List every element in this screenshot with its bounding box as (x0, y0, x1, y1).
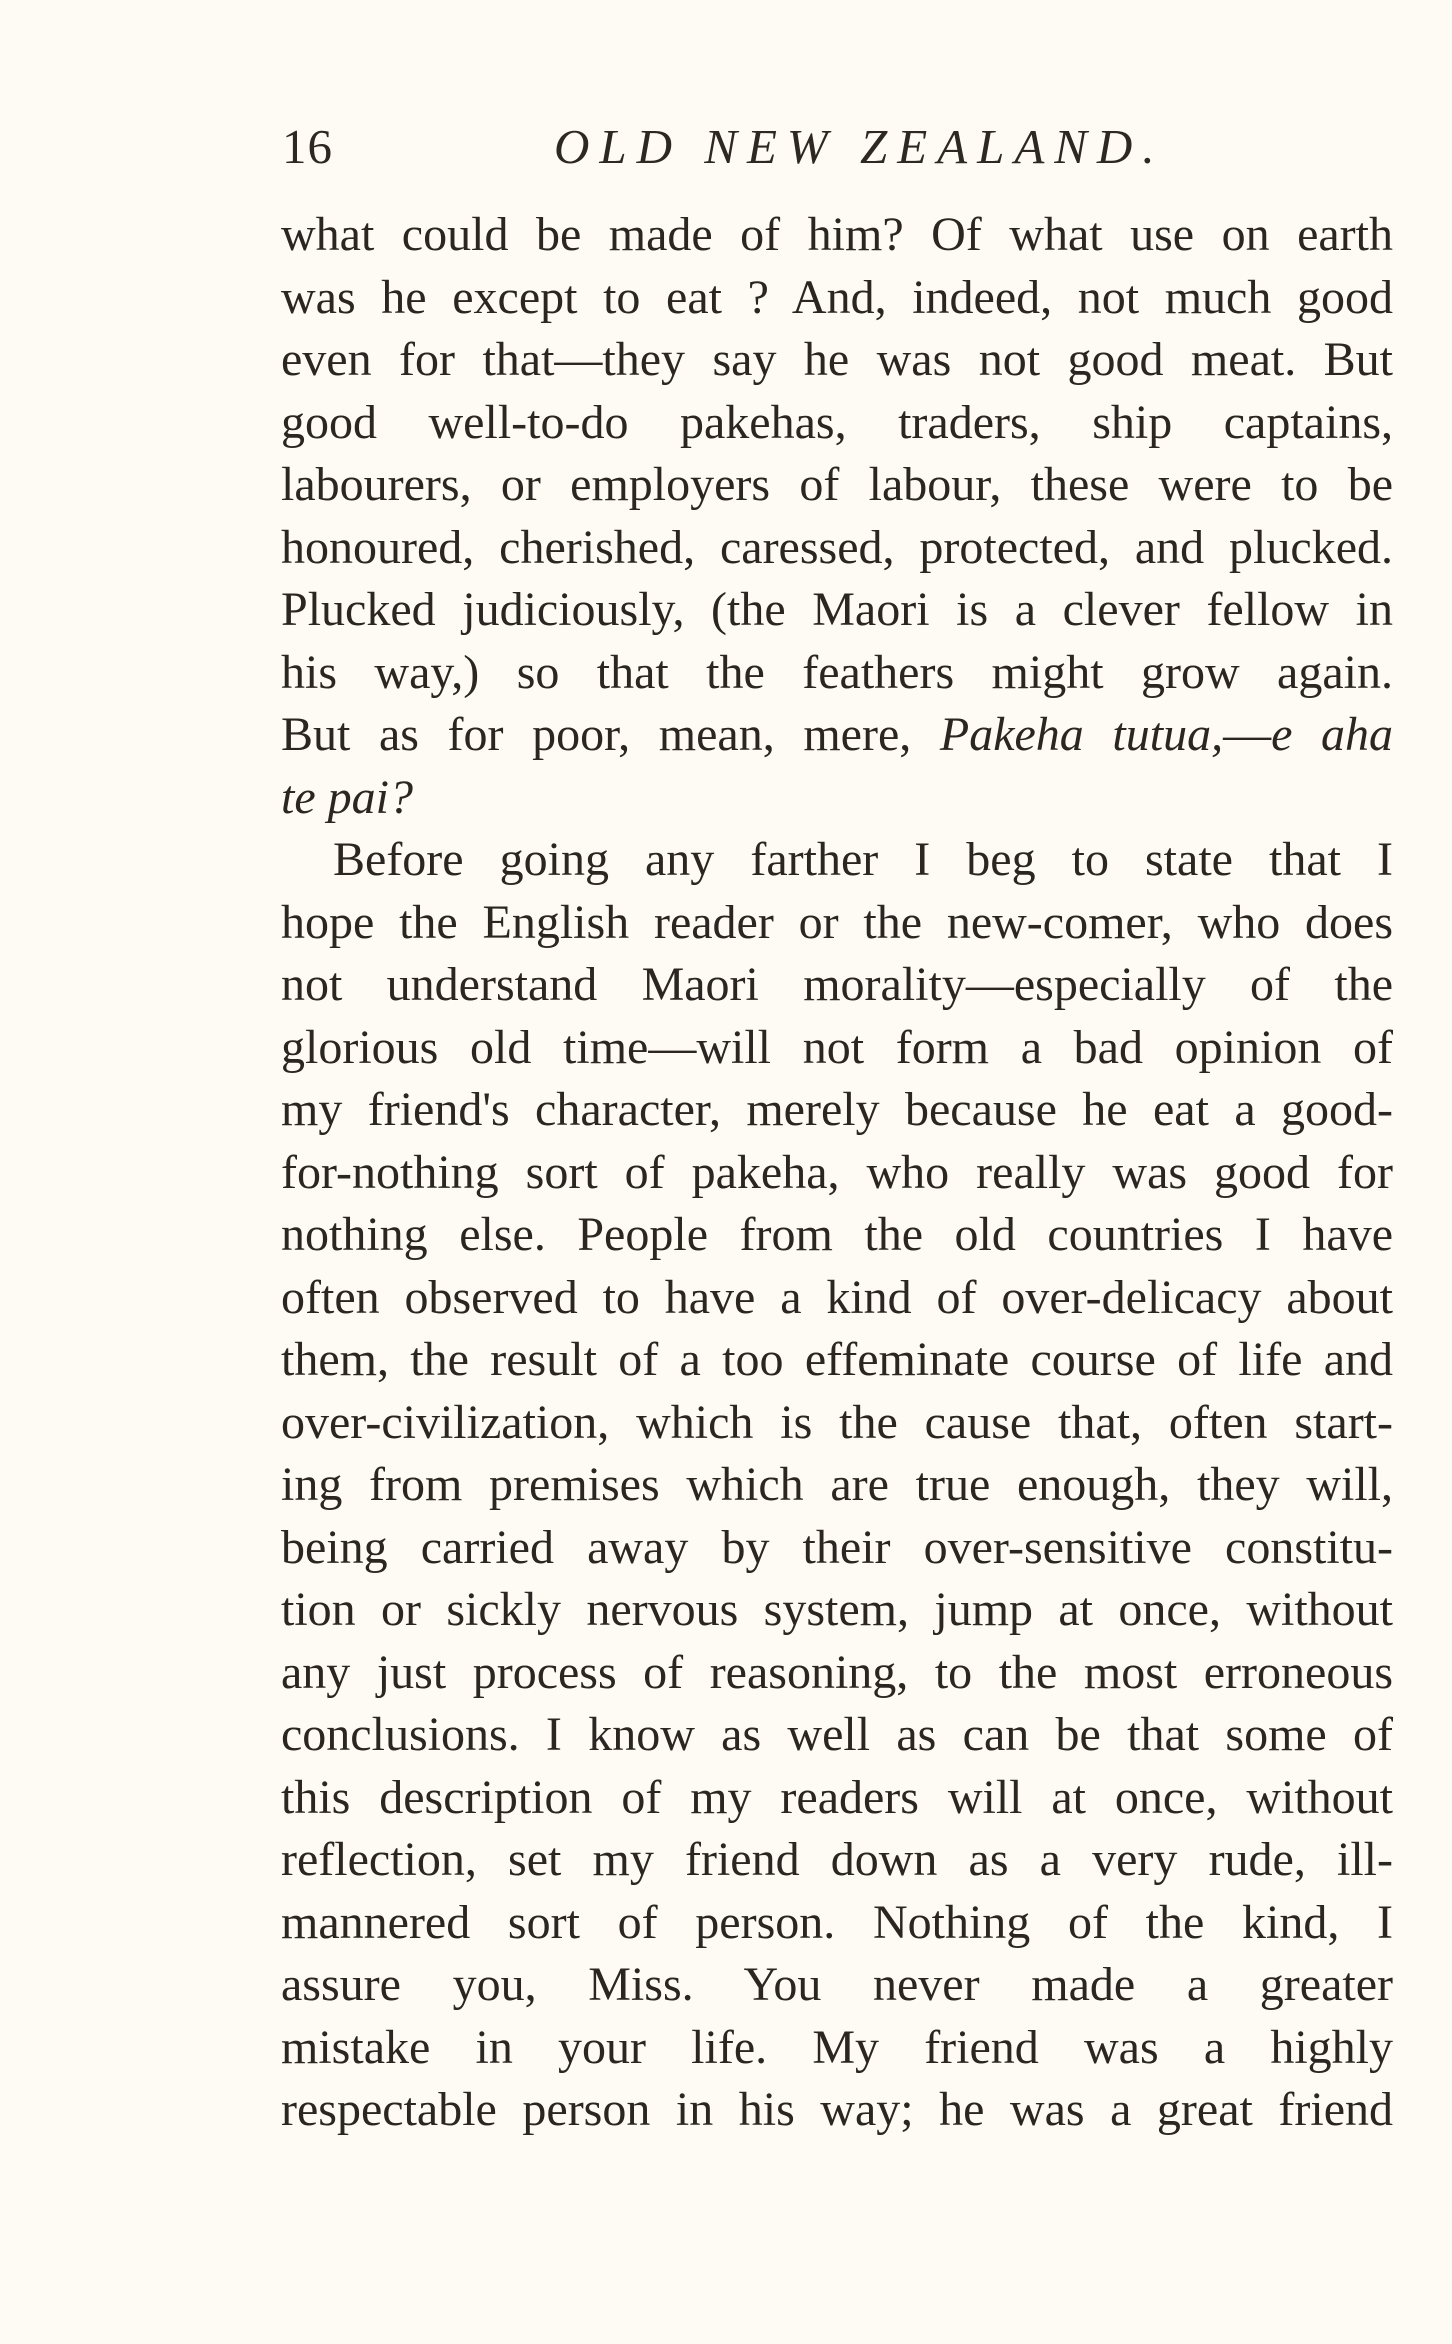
text-line: over-civilization, which is the cause that, often start- (281, 1395, 1393, 1449)
text-line: this description of my readers will at once, without (281, 1770, 1393, 1824)
text-line: assure you, Miss. You never made a greater (281, 1958, 1393, 2011)
text-run: — (1223, 708, 1272, 761)
text-line: was he except to eat ? And, indeed, not much good (281, 270, 1393, 324)
text-line: nothing else. People from the old countries I have (281, 1208, 1393, 1261)
body-text (281, 204, 1393, 2142)
italic-phrase: e aha (1271, 708, 1394, 761)
text-line: mannered sort of person. Nothing of the kind, I (281, 1895, 1393, 1949)
text-line: conclusions. I know as well as can be that some of (281, 1708, 1393, 1761)
text-line: not understand Maori morality—especially of the (281, 958, 1393, 1011)
text-line: mistake in your life. My friend was a highly (281, 2020, 1393, 2074)
text-line: labourers, or employers of labour, these were to be (281, 458, 1393, 511)
text-line (281, 704, 1393, 767)
text-line: glorious old time—will not form a bad opinion of (281, 1020, 1393, 1074)
text-line: any just process of reasoning, to the most erroneous (281, 1645, 1393, 1699)
text-line: them, the result of a too effeminate course of life and (281, 1333, 1393, 1386)
text-line: reflection, set my friend down as a very rude, ill- (281, 1833, 1393, 1886)
page-number: 16 (282, 119, 333, 174)
text-line: what could be made of him? Of what use on earth (281, 208, 1393, 261)
paragraph-start-line: Before going any farther I beg to state that I (333, 833, 1393, 886)
italic-phrase: Pakeha tutua, (939, 708, 1224, 761)
text-line: being carried away by their over-sensitive constitu- (281, 1520, 1393, 1574)
running-title: OLD NEW ZEALAND. (554, 119, 1165, 174)
text-line (281, 767, 1393, 830)
text-line: ing from premises which are true enough, they will, (281, 1458, 1393, 1511)
text-line: tion or sickly nervous system, jump at once, without (281, 1583, 1393, 1636)
italic-phrase: te pai? (281, 770, 413, 824)
text-run: But as for poor, mean, mere, (281, 708, 940, 761)
text-line: good well-to-do pakehas, traders, ship captains, (281, 395, 1393, 449)
text-line: his way,) so that the feathers might grow again. (281, 645, 1393, 699)
text-line: Plucked judiciously, (the Maori is a clever fellow in (281, 583, 1393, 636)
text-line: my friend's character, merely because he eat a good- (281, 1083, 1393, 1136)
text-line: often observed to have a kind of over-delicacy about (281, 1270, 1393, 1324)
text-line: respectable person in his way; he was a great friend (281, 2083, 1393, 2136)
text-line: for-nothing sort of pakeha, who really was good for (281, 1145, 1393, 1199)
text-line: even for that—they say he was not good meat. But (281, 333, 1393, 386)
page-header (282, 118, 1394, 178)
text-line: honoured, cherished, caressed, protected, and plucked. (281, 520, 1393, 574)
text-line: hope the English reader or the new-comer, who does (281, 895, 1393, 949)
